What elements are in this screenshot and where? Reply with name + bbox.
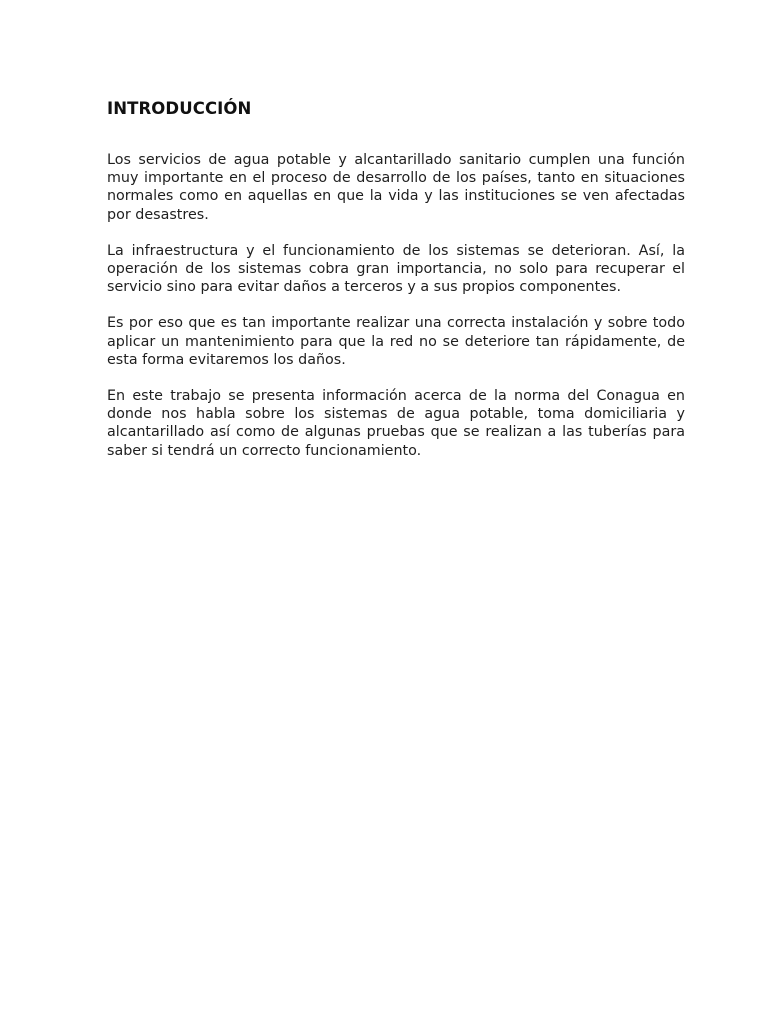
paragraph-3: Es por eso que es tan importante realizar una correcta instalación y sobre todo aplicar un mantenimiento para que la red no se deteriore tan rápidamente, de esta forma evitaremos los daños. — [107, 315, 685, 368]
document-body — [107, 98, 685, 460]
paragraph-1: Los servicios de agua potable y alcantarillado sanitario cumplen una función muy importante en el proceso de desarrollo de los países, tanto en situaciones normales como en aquellas en que la vida y las instituciones se ven afectadas por desastres. — [107, 152, 685, 223]
paragraph-2: La infraestructura y el funcionamiento de los sistemas se deterioran. Así, la operación de los sistemas cobra gran importancia, no solo para recuperar el servicio sino para evitar daños a terceros y a sus propios componentes. — [107, 242, 685, 296]
paragraph-4: En este trabajo se presenta información acerca de la norma del Conagua en donde nos habla sobre los sistemas de agua potable, toma domiciliaria y alcantarillado así como de algunas pruebas que se realizan a las tuberías para saber si tendrá un correcto funcionamiento. — [107, 388, 685, 459]
document-title: INTRODUCCIÓN — [107, 99, 252, 118]
